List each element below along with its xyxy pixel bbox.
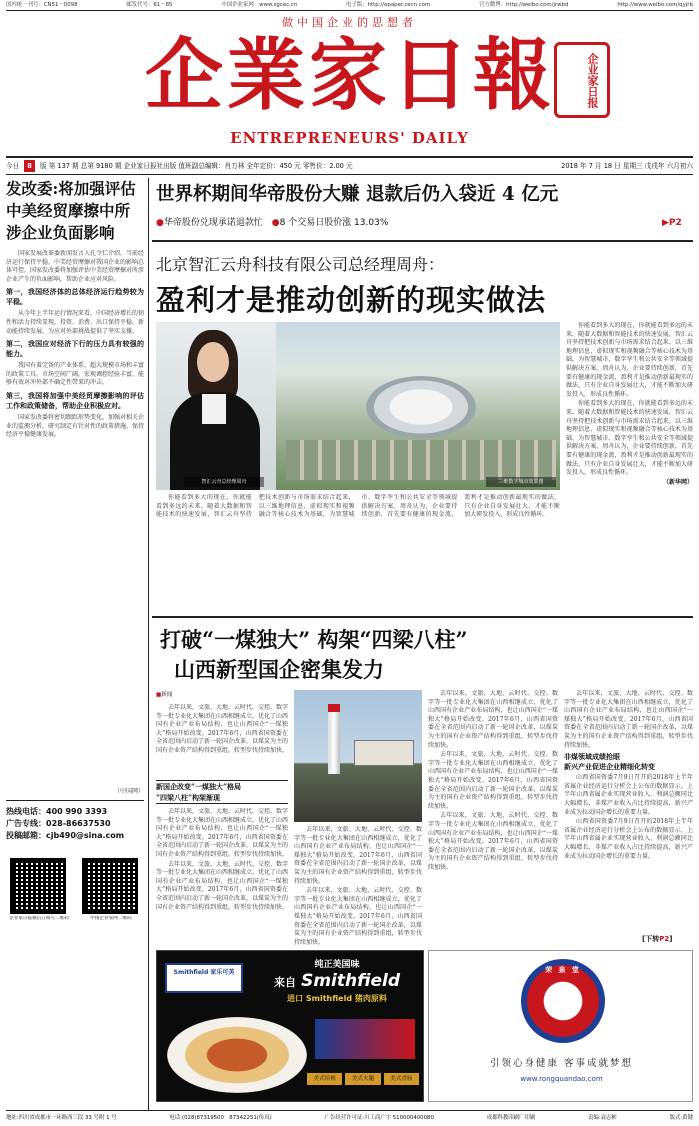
chimney-band	[328, 704, 340, 712]
product-label-sausage: 美式香肠	[384, 1073, 419, 1085]
second-headline-2[interactable]: 山西新型国企密集发力	[174, 657, 384, 682]
second-body-text-2: 去年以来，文旅、大地、云时代、交控、数字等一批专业化大集团在山西相继成立，优化了山西国有企业产业布局结构，也让山西国企“一煤独大”格局开始改变。2017年6月，山西省国资委在全省范围内启动了新一轮国企改革，以煤炭为主的国有企业资产结构得到重组，转型步伐持续加快。	[156, 808, 288, 858]
qr-label-2: 中国企业家网二维码	[90, 916, 132, 921]
left-sub-2: 第二，我国应对经济下行的压力具有较强的能力。	[6, 339, 144, 359]
top-story-rule	[152, 240, 693, 242]
bullet-icon: ●	[156, 218, 164, 228]
portrait-face	[197, 342, 229, 382]
info-bar	[6, 158, 693, 174]
email-label: 投稿邮箱：	[6, 831, 46, 840]
qr-code-1[interactable]	[10, 858, 66, 914]
qr-code-2[interactable]	[82, 858, 138, 914]
smithfield-headline	[257, 971, 417, 991]
second-body-col3	[294, 826, 422, 946]
right-body	[564, 774, 693, 861]
second-right-intro-text: 去年以来，文旅、大地、云时代、交控、数字等一批专业化大集团在山西相继成立，优化了山西国有企业产业布局结构，也让山西国企“一煤独大”格局开始改变。2017年6月，山西省国资委在全省范围内启动了新一轮国企改革，以煤炭为主的国有企业资产结构得到重组，转型步伐持续加快。	[564, 690, 693, 749]
today-label: 今日	[6, 162, 20, 170]
date-text: 2018 年 7 月 18 日 星期三 戊戌年 六月初六	[561, 162, 693, 170]
masthead	[0, 11, 699, 153]
email-address[interactable]: cjb490@sina.com	[46, 831, 125, 840]
second-box-title-1: 新国企改变“一煤独大”格局	[156, 782, 242, 791]
left-intro: 国家发展改革委新闻发言人孔令仁介绍，当前经济运行保持平稳，中美经贸摩擦对我国企业的影响总体可控，国家发改委将加强评估中美经贸摩擦对所涉企业产生的负面影响，帮助企业应对风险。	[6, 250, 144, 283]
page-count-badge: 8	[24, 160, 35, 172]
arrow-icon: ▶	[662, 218, 669, 228]
footer-phone: 电话:(028)87319500 87342251(传真)	[169, 1115, 272, 1121]
masthead-english: ENTREPRENEURS' DAILY	[230, 129, 469, 147]
left-source: （中国网）	[113, 788, 144, 795]
email-row	[6, 830, 144, 842]
ad-phone-number[interactable]: 028-86637530	[46, 819, 111, 828]
top-sub-2: 8 个交易日股价涨 13.03%	[279, 218, 389, 228]
rq-url[interactable]: www.rongquandao.com	[520, 1075, 603, 1083]
second-right-intro	[564, 690, 693, 750]
left-body-3: 国家发改委将密切跟踪形势变化，加强对相关企业的监测分析，研究制定有针对性的政策措施，保持经济平稳健康发展。	[6, 413, 144, 439]
smithfield-brand: Smithfield	[301, 971, 400, 991]
top-headline[interactable]: 世界杯期间华帝股份大赚 退款后仍入袋近 4 亿元	[156, 184, 559, 205]
smithfield-logo: Smithfield 家乐可美	[165, 963, 243, 993]
food-plate	[167, 1017, 307, 1093]
hotline-number[interactable]: 400 990 3393	[46, 807, 108, 816]
second-body-text: 去年以来，文旅、大地、云时代、交控、数字等一批专业化大集团在山西相继成立，优化了山西国有企业产业布局结构，也让山西国企“一煤独大”格局开始改变。2017年6月，山西省国资委在全省范围内启动了新一轮国企改革，以煤炭为主的国有企业资产结构得到重组，转型步伐持续加快。	[156, 704, 288, 754]
second-body-text-8: 去年以来，文旅、大地、云时代、交控、数字等一批专业化大集团在山西相继成立，优化了山西国有企业产业布局结构，也让山西国企“一煤独大”格局开始改变。2017年6月，山西省国资委在全省范围内启动了新一轮国企改革，以煤炭为主的国有企业资产结构得到重组，转型步伐持续加快。	[428, 812, 558, 871]
portrait-figure	[156, 322, 276, 490]
postal-code-text: 邮发代号：61－85	[126, 2, 173, 8]
photo-caption-right: 三维数字城市效果图	[486, 477, 556, 487]
lead-photo	[156, 322, 560, 490]
top-story	[152, 178, 693, 236]
lead-headline[interactable]: 盈利才是推动创新的现实做法	[156, 283, 547, 317]
smithfield-ad[interactable]	[156, 950, 424, 1102]
second-body-text-6: 去年以来，文旅、大地、云时代、交控、数字等一批专业化大集团在山西相继成立，优化了山西国有企业产业布局结构，也让山西国企“一煤独大”格局开始改变。2017年6月，山西省国资委在全省范围内启动了新一轮国企改革，以煤炭为主的国有企业资产结构得到重组，转型步伐持续加快。	[428, 690, 558, 749]
footer-designer: 版式:黄键	[669, 1115, 693, 1121]
continue-close: ]	[669, 935, 673, 943]
top-subline	[156, 216, 676, 230]
website-link[interactable]: 中国企业家网：www.zgcec.cn	[221, 2, 298, 8]
left-headline[interactable]: 发改委:将加强评估中美经贸摩擦中所涉企业负面影响	[6, 179, 136, 242]
second-right	[564, 690, 693, 946]
ad-phone-label: 广告专线：	[6, 819, 46, 828]
left-body-1: 从今年上半年运行情况来看，中国经济增长的韧性和活力持续显现，投资、消费、出口保持平稳，新动能持续发展，为应对外部挑战提供了坚实支撑。	[6, 310, 144, 335]
left-body-2: 我国有着完备的产业体系、超大规模市场和丰富的政策工具，市场空间广阔，宏观调控经验丰富，能够有效对冲外部不确定性带来的冲击。	[6, 362, 144, 387]
left-sub-3: 第三，我国将加强中美经贸摩擦影响的评估工作和政策储备，帮助企业积极应对。	[6, 390, 144, 410]
second-body-col2	[156, 808, 288, 946]
weibo-link-2[interactable]: http://www.weibo.com/qyjrb	[617, 2, 693, 8]
lead-body-text: 你能看到多大的现在，你就能看到多远的未来。随着大数据和智能技术的快速发展，智汇云舟坚持把技术创新与市场需求结合起来，以三维地理信息、虚拟现实和视频融合等核心技术为基础，为智慧城市、数字孪生和公共安全等领域提供解决方案。周舟认为，企业要持续创新，首先要有健康的现金流，盈利才是推动创新最现实的做法，只有企业自身发展壮大，才能不断加大研发投入，形成良性循环。	[156, 494, 560, 519]
second-body-text-3: 去年以来，文旅、大地、云时代、交控、数字等一批专业化大集团在山西相继成立，优化了山西国有企业产业布局结构，也让山西国企“一煤独大”格局开始改变。2017年6月，山西省国资委在全省范围内启动了新一轮国企改革，以煤炭为主的国有企业资产结构得到重组，转型步伐持续加快。	[156, 860, 288, 911]
second-body-col4	[428, 690, 558, 946]
left-article-body	[6, 250, 144, 780]
second-page-number: P2	[659, 935, 670, 943]
right-subtitle-1: 非煤领域成绩抢眼	[564, 752, 620, 762]
smithfield-subline: 进口 Smithfield 猪肉原料	[287, 994, 387, 1003]
bullet-icon: ●	[271, 218, 280, 228]
lead-author: （新华网）	[662, 478, 693, 486]
rq-slogan: 引领心身健康 客事成就梦想	[489, 1058, 634, 1069]
left-column	[6, 178, 144, 1116]
epaper-link[interactable]: 电子版：http://epaper.cecn.com	[346, 2, 431, 8]
second-box-title-2: “四梁八柱”构架渐现	[156, 793, 221, 802]
left-hotline-rule	[6, 800, 144, 801]
lead-body-right-text: 你能看到多大的现在，你就能看到多远的未来。随着大数据和智能技术的快速发展，智汇云舟坚持把技术创新与市场需求结合起来，以三维地理信息、虚拟现实和视频融合等核心技术为基础，为智慧城市、数字孪生和公共安全等领域提供解决方案。周舟认为，企业要持续创新，首先要有健康的现金流，盈利才是推动创新最现实的做法，只有企业自身发展壮大，才能不断加大研发投入，形成良性循环。	[566, 322, 693, 398]
second-tag-text: 新闻	[161, 692, 173, 698]
top-page-ref[interactable]	[662, 216, 682, 230]
product-label-bacon: 美式培根	[307, 1073, 342, 1085]
hotline-box	[6, 806, 144, 856]
second-body-col1	[156, 704, 288, 778]
photo-caption-left: 智汇云舟总经理周舟	[184, 477, 264, 487]
lead-body	[156, 494, 560, 608]
second-body-text-5: 去年以来，文旅、大地、云时代、交控、数字等一批专业化大集团在山西相继成立，优化了山西国有企业产业布局结构，也让山西国企“一煤独大”格局开始改变。2017年6月，山西省国资委在全省范围内启动了新一轮国企改革，以煤炭为主的国有企业资产结构得到重组，转型步伐持续加快。	[294, 887, 422, 946]
product-label-ham: 美式火腿	[345, 1073, 380, 1085]
smithfield-products	[307, 1073, 419, 1085]
continue-label: [下转	[642, 935, 660, 943]
stadium-ring	[366, 376, 476, 438]
tag-square-icon: ■	[156, 692, 162, 698]
right-subtitle-2: 新兴产业促进企业精细化转变	[564, 762, 655, 772]
second-box	[156, 780, 288, 804]
left-sub-1: 第一，我国经济体的总体经济运行趋势较为平稳。	[6, 287, 144, 307]
info-rule-bottom	[6, 174, 693, 175]
ad-phone-row	[6, 818, 144, 830]
lead-body-right	[566, 322, 693, 612]
lead-story-rule	[152, 616, 693, 618]
right-body-text-2: 山西省国资委7月9日召开的2018年上半年省属企业经济运行分析会上公布的数据显示，上半年山西省属企业实现营业收入、利润总额同比大幅增长，非煤产业收入占比持续提高，新兴产业成为拉动国企增长的重要力量。	[564, 818, 693, 860]
top-sub-1: 华帝股份兑现承诺退款忙	[163, 218, 263, 228]
lead-kicker: 北京智汇云舟科技有限公司总经理周舟：	[156, 255, 445, 274]
masthead-title: 企業家日報	[144, 31, 555, 121]
seal-text: 企业家日报	[586, 52, 599, 108]
footer-license: 广告经营许可证:川工商广字 510000400080	[324, 1115, 434, 1121]
footer-bar	[6, 1111, 693, 1125]
plant-building	[354, 740, 414, 766]
top-info-bar	[0, 0, 699, 10]
footer-editor: 责编:袁志彬	[588, 1115, 617, 1121]
second-body-text-7: 去年以来，文旅、大地、云时代、交控、数字等一批专业化大集团在山西相继成立，优化了山西国有企业产业布局结构，也让山西国企“一煤独大”格局开始改变。2017年6月，山西省国资委在全省范围内启动了新一轮国企改革，以煤炭为主的国有企业资产结构得到重组，转型步伐持续加快。	[428, 751, 558, 810]
second-body-text-4: 去年以来，文旅、大地、云时代、交控、数字等一批专业化大集团在山西相继成立，优化了山西国有企业产业布局结构，也让山西国企“一煤独大”格局开始改变。2017年6月，山西省国资委在全省范围内启动了新一轮国企改革，以煤炭为主的国有企业资产结构得到重组，转型步伐持续加快。	[294, 826, 422, 885]
hotline-row	[6, 806, 144, 818]
second-page-ref[interactable]	[640, 934, 672, 944]
footer-printer: 成都科教印刷厂印刷	[486, 1115, 536, 1121]
second-photo	[294, 690, 422, 822]
rongquantang-ad[interactable]	[428, 950, 693, 1102]
left-column-divider	[148, 178, 149, 1110]
masthead-seal	[554, 42, 610, 118]
smithfield-top-line: 纯正美国味	[314, 960, 360, 970]
second-headline-1[interactable]: 打破“一煤独大” 构架“四梁八柱”	[160, 627, 468, 652]
chimney	[328, 704, 340, 774]
right-body-text: 山西省国资委7月9日召开的2018年上半年省属企业经济运行分析会上公布的数据显示，上半年山西省属企业实现营业收入、利润总额同比大幅增长，非煤产业收入占比持续提高，新兴产业成为拉动国企增长的重要力量。	[564, 774, 693, 816]
rq-title: 荣 泉 堂	[545, 965, 581, 974]
qr-label-1: 企业家日报微信订阅号二维码	[9, 916, 69, 921]
issn-text: 国内统一刊号：CN51－0098	[6, 2, 78, 8]
portrait-collar	[202, 394, 226, 424]
city-block	[286, 440, 556, 480]
lead-body-right-text-2: 你能看到多大的现在，你就能看到多远的未来。随着大数据和智能技术的快速发展，智汇云舟坚持把技术创新与市场需求结合起来，以三维地理信息、虚拟现实和视频融合等核心技术为基础，为智慧城市、数字孪生和公共安全等领域提供解决方案。周舟认为，企业要持续创新，首先要有健康的现金流，盈利才是推动创新最现实的做法，只有企业自身发展壮大，才能不断加大研发投入，形成良性循环。	[566, 400, 693, 477]
masthead-slogan: 做中国企业的思想者	[282, 16, 417, 29]
second-tag	[156, 690, 276, 700]
issue-info: 版 第 137 期 总第 9180 期 企业家日报社出版 值班副总编辑：肖万林 全年定价：450 元 零售价：2.00 元	[40, 162, 353, 170]
smithfield-lead-word: 来自	[273, 976, 296, 989]
top-page-number: P2	[668, 218, 682, 228]
product-pack	[315, 1019, 415, 1059]
footer-address: 地址:四川省成都市一环路西三段 33 号附 1 号	[6, 1115, 117, 1121]
hotline-label: 热线电话：	[6, 807, 46, 816]
weibo-link[interactable]: 官方微博：http://weibo.com/jrwbd	[479, 2, 569, 8]
